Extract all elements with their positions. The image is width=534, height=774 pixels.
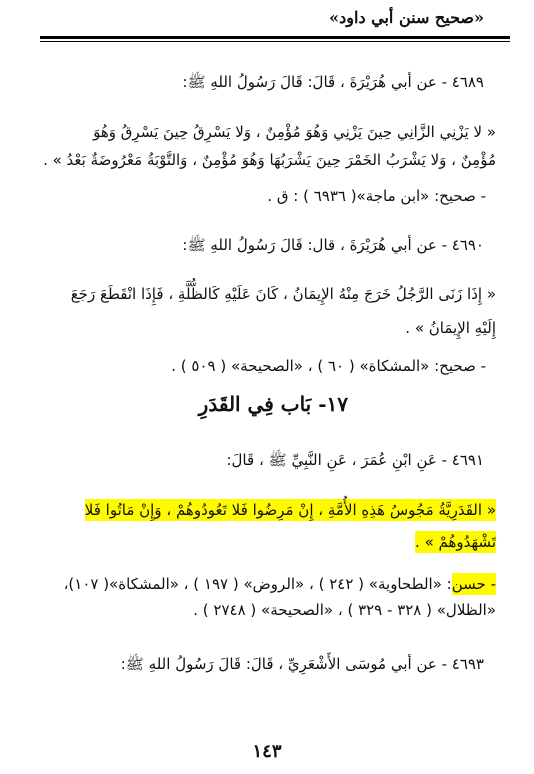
hadith-4689-intro: ٤٦٨٩ - عن أبي هُرَيْرَةَ ، قَالَ: قَالَ رَسُولُ اللهِ ﷺ: bbox=[182, 73, 484, 91]
page-number: ١٤٣ bbox=[252, 741, 282, 762]
highlighted-text: « القَدَرِيَّةُ مَجُوسُ هَذِهِ الأُمَّةِ ، إِنْ مَرِضُوا فَلا تَعُودُوهُمْ ، وَإِنْ مَاتُوا فَلا bbox=[84, 501, 496, 519]
hadith-4691-grade-line-2: «الظلال» ( ٣٢٨ - ٣٢٩ ) ، «الصحيحة» ( ٢٧٤٨ ) . bbox=[193, 601, 496, 619]
hadith-4689-text-line-2: مُؤْمِنٌ ، وَلا يَشْرَبُ الخَمْرَ حِينَ يَشْرَبُهَا وَهُوَ مُؤْمِنٌ ، وَالتَّوْبَةُ مَعْرُوضَةٌ بَعْدُ » . bbox=[43, 151, 496, 169]
hadith-4690-grade: - صحيح: «المشكاة» ( ٦٠ ) ، «الصحيحة» ( ٥٠٩ ) . bbox=[171, 357, 486, 375]
hadith-4691-text-line-2 bbox=[415, 530, 496, 554]
chapter-heading: ١٧- بَاب فِي القَدَرِ bbox=[198, 392, 348, 416]
grade-sources: : «الطحاوية» ( ٢٤٢ ) ، «الروض» ( ١٩٧ ) ، «المشكاة»( ١٠٧)، bbox=[63, 575, 452, 593]
hadith-4691-text-line-1 bbox=[85, 498, 496, 522]
highlighted-text: تَشْهَدُوهُمْ » . bbox=[415, 533, 496, 551]
hadith-4689-text-line-1: « لا يَزْنِي الزَّانِي حِينَ يَزْنِي وَهُوَ مُؤْمِنٌ ، وَلا يَسْرِقُ حِينَ يَسْرِقُ وَهُوَ bbox=[93, 123, 496, 141]
hadith-4691-grade bbox=[64, 572, 496, 596]
hadith-4693-intro: ٤٦٩٣ - عن أبي مُوسَى الأَشْعَرِيِّ ، قَالَ: قَالَ رَسُولُ اللهِ ﷺ: bbox=[120, 655, 484, 673]
grade-label-highlighted: - حسن bbox=[451, 575, 496, 593]
hadith-4690-text-line-1: « إِذَا زَنَى الرَّجُلُ خَرَجَ مِنْهُ الإِيمَانُ ، كَانَ عَلَيْهِ كَالظُّلَّةِ ، فَإِذَا انْقَطَعَ رَجَعَ bbox=[70, 285, 496, 303]
hadith-4690-intro: ٤٦٩٠ - عن أبي هُرَيْرَةَ ، قال: قَالَ رَسُولُ اللهِ ﷺ: bbox=[182, 236, 484, 254]
hadith-4690-text-line-2: إِلَيْهِ الإِيمَانُ » . bbox=[405, 319, 496, 337]
header-rule bbox=[40, 36, 510, 42]
hadith-4691-intro: ٤٦٩١ - عَنِ ابْنِ عُمَرَ ، عَنِ النَّبِيِّ ﷺ ، قَالَ: bbox=[226, 451, 484, 469]
hadith-4689-grade: - صحيح: «ابن ماجة»( ٦٩٣٦ ) : ق . bbox=[267, 187, 486, 205]
running-header-title: «صحيح سنن أبي داود» bbox=[329, 8, 484, 27]
